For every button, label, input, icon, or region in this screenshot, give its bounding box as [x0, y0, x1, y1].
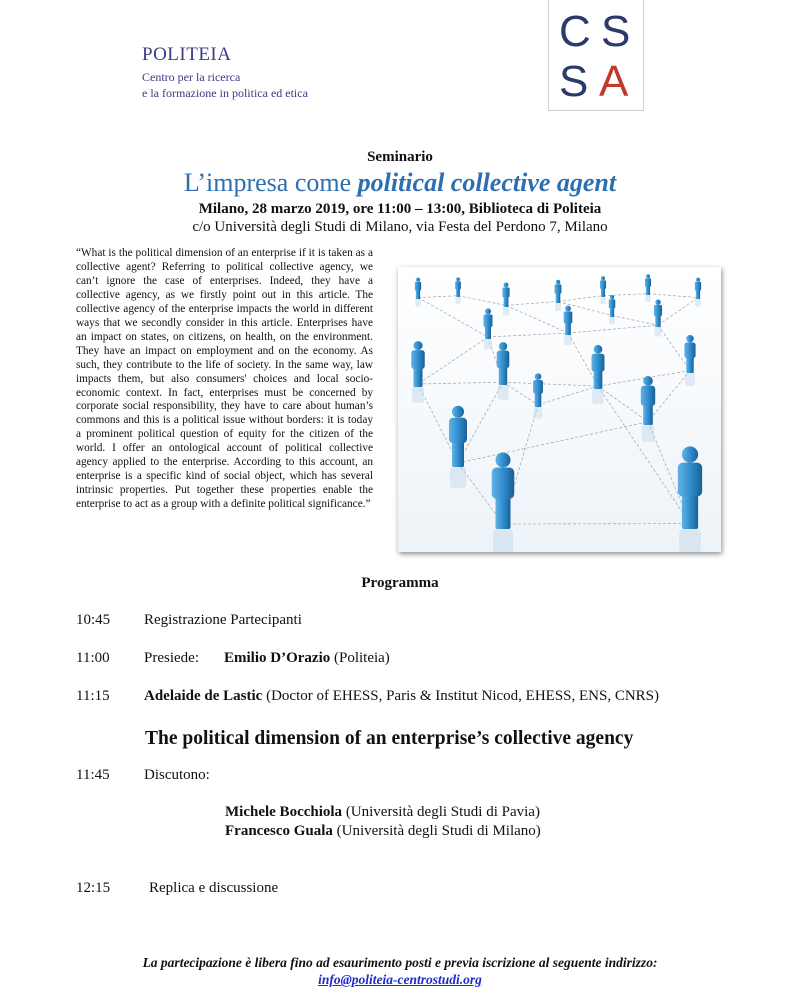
programme-heading: Programma — [361, 575, 439, 591]
chair-entry — [224, 650, 390, 667]
network-people-image — [398, 267, 721, 552]
discussant-1 — [225, 804, 540, 821]
chair-affiliation: (Politeia) — [330, 650, 390, 666]
registration-item: Registrazione Partecipanti — [144, 612, 302, 628]
chair-label: Presiede: — [144, 650, 199, 666]
logo-letter-s1: S — [601, 7, 631, 56]
network-illustration — [398, 267, 721, 552]
abstract-text: “What is the political dimension of an enterprise if it is taken as a collective agent? Referring to political collective agency, we can’t ignore the case of enterprises. Indeed, they have a collective agency, as we firstly point out in this article. The collective agency of the enterprise impacts the world in different ways that we secondly consider in this article. Enterprises have an impact on states, on citizens, on health, on the environment. They have an impact on employment and on the economy. As such, they contribute to the life of society. In the same way, law impacts them, but also consumers' choices and local socio-economic context. In fact, enterprises must be concerned by corporate social responsibility, they have to care about human’s commons and this is a political issue without borders: it is today a prominent political question of equity for the citizen of the world. I offer an ontological account of political collective agency applied to the enterprise. According to this account, an enterprise is a specific kind of social object, which has several intrinsic properties. Put together these properties enable the enterprise to act as a group with a definite political significance.” — [76, 247, 373, 511]
discussant-2-name: Francesco Guala — [225, 823, 333, 839]
time-1100: 11:00 — [76, 650, 110, 666]
discussant-2 — [225, 823, 541, 840]
speaker-entry — [144, 688, 659, 705]
registration-note: La partecipazione è libera fino ad esaurimento posti e previa iscrizione al seguente indirizzo: — [142, 955, 658, 970]
cssa-logo — [548, 0, 644, 111]
logo-letter-c: C — [559, 7, 591, 56]
speaker-name: Adelaide de Lastic — [144, 688, 263, 704]
event-venue: c/o Università degli Studi di Milano, via Festa del Perdono 7, Milano — [192, 219, 608, 235]
time-1145: 11:45 — [76, 767, 110, 783]
discussant-1-name: Michele Bocchiola — [225, 804, 343, 820]
discussant-1-affiliation: (Università degli Studi di Pavia) — [342, 804, 540, 820]
discussants-label: Discutono: — [144, 767, 210, 783]
time-1045: 10:45 — [76, 612, 111, 628]
event-title-plain: L’impresa come — [183, 168, 358, 197]
org-subtitle-line-1: Centro per la ricerca — [142, 70, 241, 84]
time-1115: 11:15 — [76, 688, 110, 704]
org-subtitle — [142, 69, 308, 101]
logo-letter-s2: S — [559, 57, 589, 106]
talk-title: The political dimension of an enterprise’s collective agency — [145, 728, 634, 749]
discussant-2-affiliation: (Università degli Studi di Milano) — [332, 823, 541, 839]
event-kind: Seminario — [367, 149, 433, 165]
event-title-italic: political collective agent — [357, 168, 617, 197]
org-subtitle-line-2: e la formazione in politica ed etica — [142, 86, 308, 100]
event-dateline: Milano, 28 marzo 2019, ore 11:00 – 13:00, Biblioteca di Politeia — [198, 201, 602, 217]
email-link[interactable]: info@politeia-centrostudi.org — [318, 972, 482, 987]
time-1215: 12:15 — [76, 880, 111, 896]
chair-name: Emilio D’Orazio — [224, 650, 331, 666]
cssa-logo-graphic — [549, 0, 643, 110]
speaker-affiliation: (Doctor of EHESS, Paris & Institut Nicod, EHESS, ENS, CNRS) — [262, 688, 660, 704]
org-name: POLITEIA — [142, 44, 232, 65]
closing-item: Replica e discussione — [149, 880, 279, 896]
event-title — [0, 168, 800, 198]
logo-letter-a: A — [599, 57, 629, 106]
